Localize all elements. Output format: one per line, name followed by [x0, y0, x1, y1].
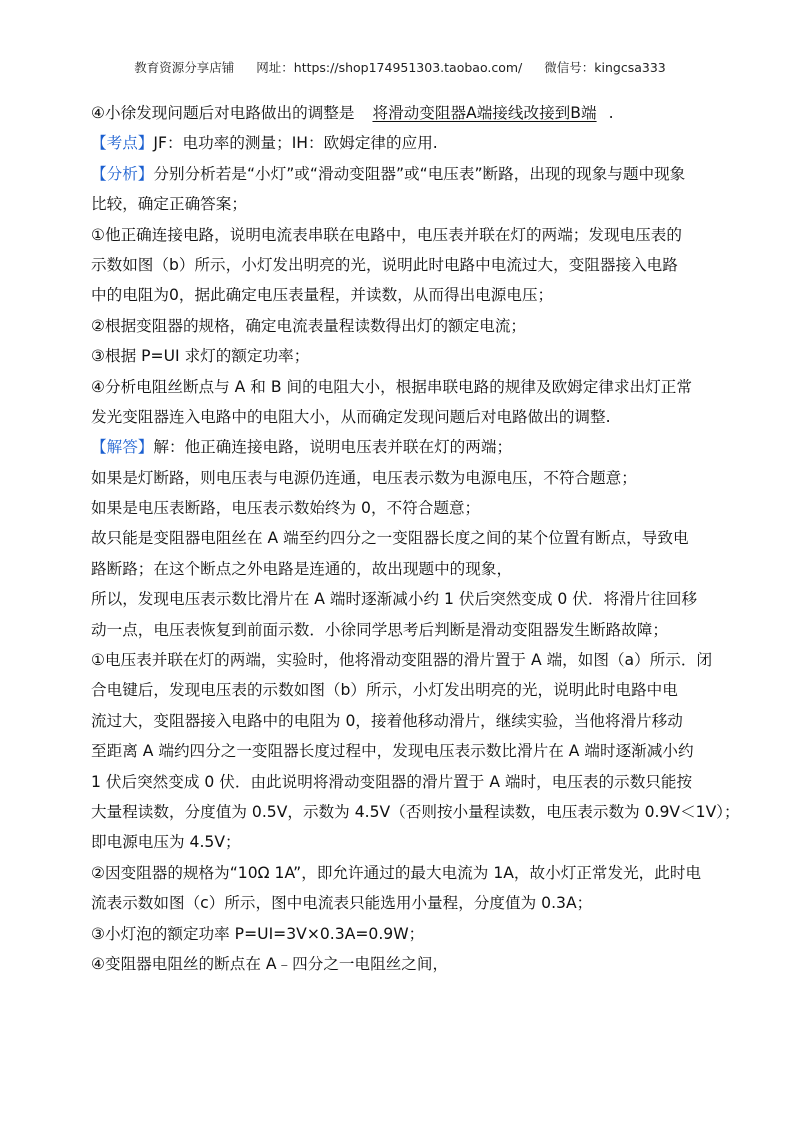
fill-in-answer: 将滑动变阻器A端接线改接到B端 — [372, 104, 597, 122]
text-line: 流过大，变阻器接入电路中的电阻为 0，接着他移动滑片，继续实验，当他将滑片移动 — [91, 711, 683, 730]
text: JF：电功率的测量；IH：欧姆定律的应用. — [153, 134, 438, 153]
text-line: ①电压表并联在灯的两端，实验时，他将滑动变阻器的滑片置于 A 端，如图（a）所示．闭 — [91, 651, 713, 670]
jieda-tag: 【解答】 — [91, 438, 154, 457]
text-line: 合电键后，发现电压表的示数如图（b）所示，小灯发出明亮的光，说明此时电路中电 — [91, 681, 678, 700]
text: 分别分析若是“小灯”或“滑动变阻器”或“电压表”断路，出现的现象与题中现象 — [153, 164, 686, 183]
text-line: ②因变阻器的规格为“10Ω 1A”，即允许通过的最大电流为 1A，故小灯正常发光，此时电 — [91, 863, 702, 882]
text-line: 示数如图（b）所示，小灯发出明亮的光，说明此时电路中电流过大，变阻器接入电路 — [91, 255, 678, 274]
text-line: 大量程读数，分度值为 0.5V，示数为 4.5V（否则按小量程读数，电压表示数为 0.9V＜1V）； — [91, 802, 740, 821]
text-line: 中的电阻为0，据此确定电压表量程，并读数，从而得出电源电压； — [91, 286, 554, 305]
wechat-id: 微信号：kingcsa333 — [544, 60, 666, 75]
text-line: 故只能是变阻器电阻丝在 A 端至约四分之一变阻器长度之间的某个位置有断点，导致电 — [91, 529, 689, 548]
text-line: ③根据 P=UI 求灯的额定功率； — [91, 347, 310, 366]
question-adjustment-line — [91, 98, 719, 128]
text-line: 路断路；在这个断点之外电路是连通的，故出现题中的现象， — [91, 559, 513, 578]
text-line: 动一点，电压表恢复到前面示数．小徐同学思考后判断是滑动变阻器发生断路故障； — [91, 620, 668, 639]
text-line: 所以，发现电压表示数比滑片在 A 端时逐渐减小约 1 伏后突然变成 0 伏．将滑片往回移 — [91, 590, 698, 609]
kaodian-line — [91, 128, 719, 158]
text-line: 流表示数如图（c）所示，图中电流表只能选用小量程，分度值为 0.3A； — [91, 894, 593, 913]
text: . — [608, 104, 614, 122]
document-body — [91, 98, 740, 979]
fenxi-line — [91, 159, 719, 189]
text-line: ②根据变阻器的规格，确定电流表量程读数得出灯的额定电流； — [91, 316, 527, 335]
shop-url: 网址：https://shop174951303.taobao.com/ — [256, 60, 523, 75]
text: ④小徐发现问题后对电路做出的调整是 — [91, 104, 355, 122]
text-line: 1 伏后突然变成 0 伏．由此说明将滑动变阻器的滑片置于 A 端时，电压表的示数只能按 — [91, 772, 693, 791]
text-line: 比较，确定正确答案； — [91, 195, 247, 214]
text-line: ④分析电阻丝断点与 A 和 B 间的电阻大小，根据串联电路的规律及欧姆定律求出灯正常 — [91, 377, 692, 396]
text-line: 如果是电压表断路，电压表示数始终为 0，不符合题意； — [91, 499, 481, 518]
text-line: 发光变阻器连入电路中的电阻大小，从而确定发现问题后对电路做出的调整. — [91, 407, 611, 426]
shop-name: 教育资源分享店铺 — [134, 60, 235, 75]
text-line: 如果是灯断路，则电压表与电源仍连通，电压表示数为电源电压，不符合题意； — [91, 468, 637, 487]
kaodian-tag: 【考点】 — [91, 134, 154, 153]
text-line: 即电源电压为 4.5V； — [91, 833, 241, 852]
text-line: ③小灯泡的额定功率 P=UI=3V×0.3A=0.9W； — [91, 924, 425, 943]
text-line: ④变阻器电阻丝的断点在 A﹣四分之一电阻丝之间， — [91, 954, 449, 973]
page-header — [0, 58, 800, 76]
text-line: ①他正确连接电路，说明电流表串联在电路中，电压表并联在灯的两端；发现电压表的 — [91, 225, 682, 244]
fenxi-tag: 【分析】 — [91, 164, 154, 183]
text-line: 至距离 A 端约四分之一变阻器长度过程中，发现电压表示数比滑片在 A 端时逐渐减小约 — [91, 742, 694, 761]
jieda-line — [91, 432, 719, 462]
text: 解：他正确连接电路，说明电压表并联在灯的两端； — [153, 438, 513, 457]
